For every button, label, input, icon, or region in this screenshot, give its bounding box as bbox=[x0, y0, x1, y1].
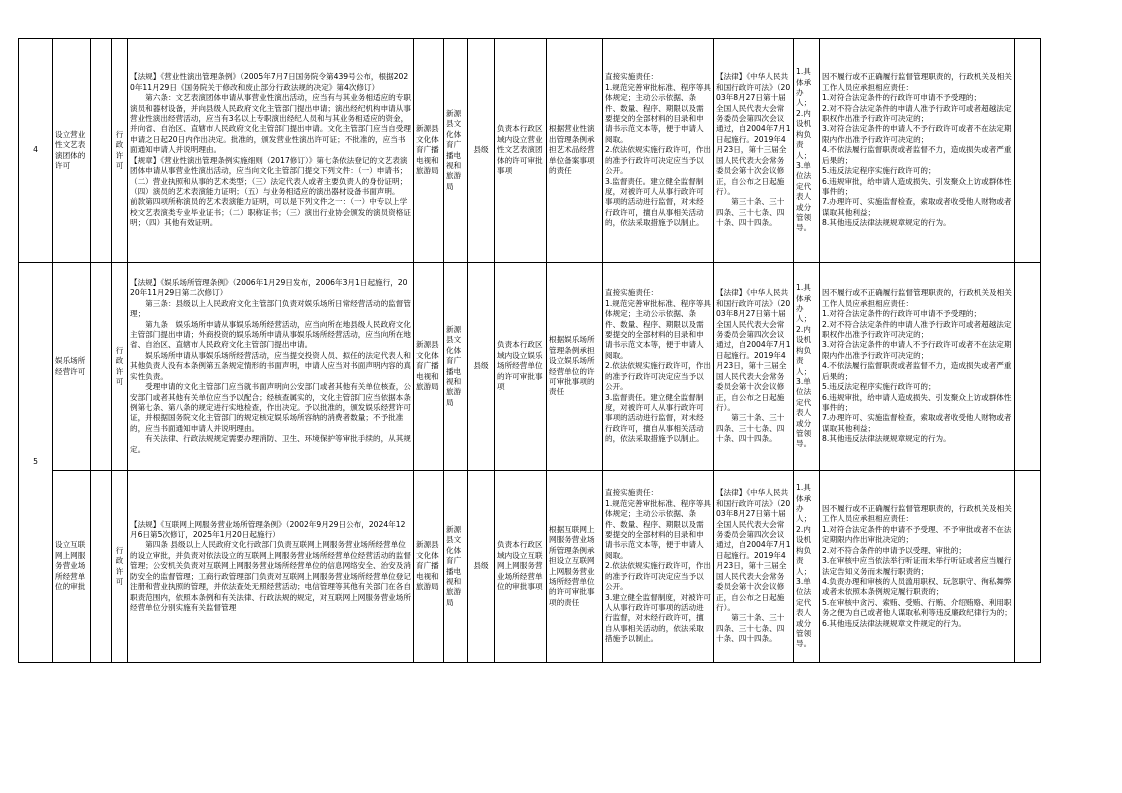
item-type: 行政许可 bbox=[112, 39, 128, 263]
responsible-dept: 新源县文化体育广播电视和旅游局 bbox=[414, 263, 444, 471]
remark-cell bbox=[1015, 471, 1041, 663]
legal-basis: 【法规】《营业性演出管理条例》（2005年7月7日国务院令第439号公布，根据2020年11月29日《国务院关于修改和废止部分行政法规的决定》第4次修订） 第六条：文艺表演团体申请从事营业性演出活动，应当有与其业务相适应的专职演员和器材设备，并向县级人民政府文化主管部门提出申请；演出经纪机构申请从事营业性演出经营活动，应当有3名以上专职演出经纪人员和与其业务相适应的资金，并向省、自治区、直辖市人民政府文化主管部门提出申请。文化主管部门应当自受理申请之日起20日内作出决定。批准的，颁发营业性演出许可证；不批准的，应当书面通知申请人并说明理由。 【规章】《营业性演出管理条例实施细则（2017修订）》第七条依法登记的文艺表演团体申请从事营业性演出活动，应当向文化主管部门提交下列文件：（一）申请书；（二）营业执照和从事的艺术类型；（三）法定代表人或者主要负责人的身份证明；（四）演员的艺术表演能力证明；（五）与业务相适应的演出器材设备书面声明。 前款第四项所称演员的艺术表演能力证明，可以是下列文件之一：（一）中专以上学校文艺表演类专业毕业证书；（二）职称证书；（三）演出行业协会颁发的演员资格证明；（四）其他有效证明。 bbox=[128, 39, 414, 263]
remark-cell bbox=[1015, 39, 1041, 263]
duty-legal-basis: 【法律】《中华人民共和国行政许可法》（2003年8月27日第十届全国人民代表大会常务委员会第四次会议通过，自2004年7月1日起施行。2019年4月23日，第十三届全国人民代表大会常务委员会第十次会议修正，自公布之日起施行）。 第三十条、三十四条、三十七条、四十条、四十四条。 bbox=[714, 471, 794, 663]
item-content: 负责本行政区域内设立营业性文艺表演团体的许可审批事项 bbox=[495, 39, 547, 263]
sub-dept: 新源县文化体育广播电视和旅游局 bbox=[444, 471, 468, 663]
responsible-dept: 新源县文化体育广播电视和旅游局 bbox=[414, 471, 444, 663]
item-content: 负责本行政区域内设立互联网上网服务营业场所经营单位的审批事项 bbox=[495, 471, 547, 663]
admin-level: 县级 bbox=[468, 471, 495, 663]
table-row bbox=[19, 39, 1041, 263]
duty-legal-basis: 【法律】《中华人民共和国行政许可法》（2003年8月27日第十届全国人民代表大会常务委员会第四次会议通过，自2004年7月1日起施行。2019年4月23日，第十三届全国人民代表大会常务委员会第十次会议修正，自公布之日起施行）。 第三十条、三十四条、三十七条、四十条、四十四条。 bbox=[714, 39, 794, 263]
item-name: 娱乐场所经营许可 bbox=[53, 263, 91, 471]
duty-description: 根据互联网上网服务营业场所管理条例承担设立互联网上网服务营业场所经营单位的许可审批事项的责任 bbox=[547, 471, 603, 663]
responsible-subject: 1.具体承办人；2.内设机构负责人；3.单位法定代表人或分管领导。 bbox=[794, 39, 820, 263]
responsible-subject: 1.具体承办人；2.内设机构负责人；3.单位法定代表人或分管领导。 bbox=[794, 263, 820, 471]
duty-legal-basis: 【法律】《中华人民共和国行政许可法》（2003年8月27日第十届全国人民代表大会常务委员会第四次会议通过，自2004年7月1日起施行。2019年4月23日，第十三届全国人民代表大会常务委员会第十次会议修正，自公布之日起施行）。 第三十条、三十四条、三十七条、四十条、四十四条。 bbox=[714, 263, 794, 471]
duty-description: 根据娱乐场所管理条例承担设立娱乐场所经营单位的许可审批事项的责任 bbox=[547, 263, 603, 471]
item-type: 行政许可 bbox=[112, 471, 128, 663]
table-row bbox=[19, 263, 1041, 471]
item-type: 行政许可 bbox=[112, 263, 128, 471]
responsibility-table bbox=[18, 38, 1041, 663]
legal-basis: 【法规】《互联网上网服务营业场所管理条例》（2002年9月29日公布，2024年12月6日第5次修订，2025年1月20日起施行） 第四条 县级以上人民政府文化行政部门负责互联网上网服务营业场所经营单位的设立审批，并负责对依法设立的互联网上网服务营业场所经营单位经营活动的监督管理；公安机关负责对互联网上网服务营业场所经营单位的信息网络安全、治安及消防安全的监督管理；工商行政管理部门负责对互联网上网服务营业场所经营单位登记注册和营业执照的管理，并依法查处无照经营活动；电信管理等其他有关部门在各自职责范围内，依照本条例和有关法律、行政法规的规定，对互联网上网服务营业场所经营单位分别实施有关监督管理 bbox=[128, 471, 414, 663]
accountability: 因不履行或不正确履行监督管理职责的，行政机关及相关工作人员应承担相应责任： 1.对符合法定条件的申请不予受理、不予审批或者不在法定期限内作出审批决定的； 2.对不符合条件的申请予以受理、审批的； 3.在审核中应当依法举行听证而未举行听证或者应当履行法定告知义务而未履行职责的； 4.负责办理和审核的人员滥用职权、玩忽职守、徇私舞弊或者未依照本条例规定履行职责的； 5.在审核中贪污、索贿、受贿、行贿、介绍贿赂、利用职务之便为自己或者他人谋取私利等违反廉政纪律行为的； 6.其他违反法律法规规章文件规定的行为。 bbox=[820, 471, 1015, 663]
document-page bbox=[18, 38, 1041, 663]
sub-dept: 新源县文化体育广播电视和旅游局 bbox=[444, 39, 468, 263]
remark-cell bbox=[1015, 263, 1041, 471]
admin-level: 县级 bbox=[468, 39, 495, 263]
item-name: 设立营业性文艺表演团体的许可 bbox=[53, 39, 91, 263]
implementation-duty: 直接实施责任： 1.规范完善审批标准、程序等具体规定；主动公示依据、条件、数量、程序、期限以及需要提交的全部材料的目录和申请书示范文本等，便于申请人阅取。 2.依法依规实施行政许可，作出的准予行政许可决定应当予以公开。 3.建立健全监督制度，对被许可人从事行政许可事项的活动进行监督，对未经行政许可，擅自从事相关活动的，依法采取措施予以制止。 bbox=[603, 471, 714, 663]
legal-basis: 【法规】《娱乐场所管理条例》（2006年1月29日发布，2006年3月1日起施行，2020年11月29日第二次修订） 第三条：县级以上人民政府文化主管部门负责对娱乐场所日常经营活动的监督管理； 第九条 娱乐场所申请从事娱乐场所经营活动，应当向所在地县级人民政府文化主管部门提出申请；外商投资的娱乐场所申请从事娱乐场所经营活动，应当向所在地省、自治区、直辖市人民政府文化主管部门提出申请。 娱乐场所申请从事娱乐场所经营活动，应当提交投资人员、拟任的法定代表人和其他负责人没有本条例第五条规定情形的书面声明，申请人应当对书面声明内容的真实性负责。 受理申请的文化主管部门应当就书面声明向公安部门或者其他有关单位核查，公安部门或者其他有关单位应当予以配合；经核查属实的，文化主管部门应当依据本条例第七条、第八条的规定进行实地检查，作出决定。予以批准的，颁发娱乐经营许可证，并根据国务院文化主管部门的规定核定娱乐场所容纳的消费者数量；不予批准的，应当书面通知申请人并说明理由。 有关法律、行政法规规定需要办理消防、卫生、环境保护等审批手续的，从其规定。 bbox=[128, 263, 414, 471]
row-index: 5 bbox=[19, 263, 53, 663]
implementation-duty: 直接实施责任： 1.规范完善审批标准、程序等具体规定；主动公示依据、条件、数量、程序、期限以及需要提交的全部材料的目录和申请书示范文本等，便于申请人阅取。 2.依法依规实施行政许可，作出的准予行政许可决定应当予以公开。 3.监督责任。建立健全监督制度，对被许可人从事行政许可事项的活动进行监督，对未经行政许可，擅自从事相关活动的，依法采取措施予以制止。 bbox=[603, 39, 714, 263]
implementation-duty: 直接实施责任： 1.规范完善审批标准、程序等具体规定；主动公示依据、条件、数量、程序、期限以及需要提交的全部材料的目录和申请书示范文本等，便于申请人阅取。 2.依法依规实施行政许可，作出的准予行政许可决定应当予以公开。 3.监督责任。建立健全监督制度，对被许可人从事行政许可事项的活动进行监督，对未经行政许可，擅自从事相关活动的，依法采取措施予以制止。 bbox=[603, 263, 714, 471]
admin-level: 县级 bbox=[468, 263, 495, 471]
accountability: 因不履行或不正确履行监督管理职责的，行政机关及相关工作人员应承担相应责任： 1.对符合法定条件的行政许可申请不予受理的； 2.对不符合法定条件的申请人准予行政许可或者超越法定职权作出准予行政许可决定的； 3.对符合法定条件的申请人不予行政许可或者不在法定期限内作出准予行政许可决定的； 4.不依法履行监督职责或者监督不力，造成损失或者严重后果的； 5.违反法定程序实施行政许可的； 6.违规审批，给申请人造成损失、引发聚众上访或群体性事件的； 7.办理许可、实施监督检查，索取或者收受他人财物或者谋取其他利益； 8.其他违反法律法规规章规定的行为。 bbox=[820, 39, 1015, 263]
row-index: 4 bbox=[19, 39, 53, 263]
sub-dept: 新源县文化体育广播电视和旅游局 bbox=[444, 263, 468, 471]
item-name: 设立互联网上网服务营业场所经营单位的审批 bbox=[53, 471, 91, 663]
responsible-subject: 1.具体承办人；2.内设机构负责人；3.单位法定代表人或分管领导。 bbox=[794, 471, 820, 663]
blank-cell bbox=[91, 471, 112, 663]
item-content: 负责本行政区域内设立娱乐场所经营单位的许可审批事项 bbox=[495, 263, 547, 471]
table-row bbox=[19, 471, 1041, 663]
blank-cell bbox=[91, 263, 112, 471]
accountability: 因不履行或不正确履行监督管理职责的，行政机关及相关工作人员应承担相应责任： 1.对符合法定条件的行政许可申请不予受理的； 2.对不符合法定条件的申请人准予行政许可或者超越法定职权作出准予行政许可决定的； 3.对符合法定条件的申请人不予行政许可或者不在法定期限内作出准予行政许可决定的； 4.不依法履行监督职责或者监督不力，造成损失或者严重后果的； 5.违反法定程序实施行政许可的； 6.违规审批，给申请人造成损失、引发聚众上访或群体性事件的； 7.办理许可、实施监督检查，索取或者收受他人财物或者谋取其他利益； 8.其他违反法律法规规章规定的行为。 bbox=[820, 263, 1015, 471]
responsible-dept: 新源县文化体育广播电视和旅游局 bbox=[414, 39, 444, 263]
duty-description: 根据营业性演出管理条例承担艺术品经营单位备案事项的责任 bbox=[547, 39, 603, 263]
blank-cell bbox=[91, 39, 112, 263]
